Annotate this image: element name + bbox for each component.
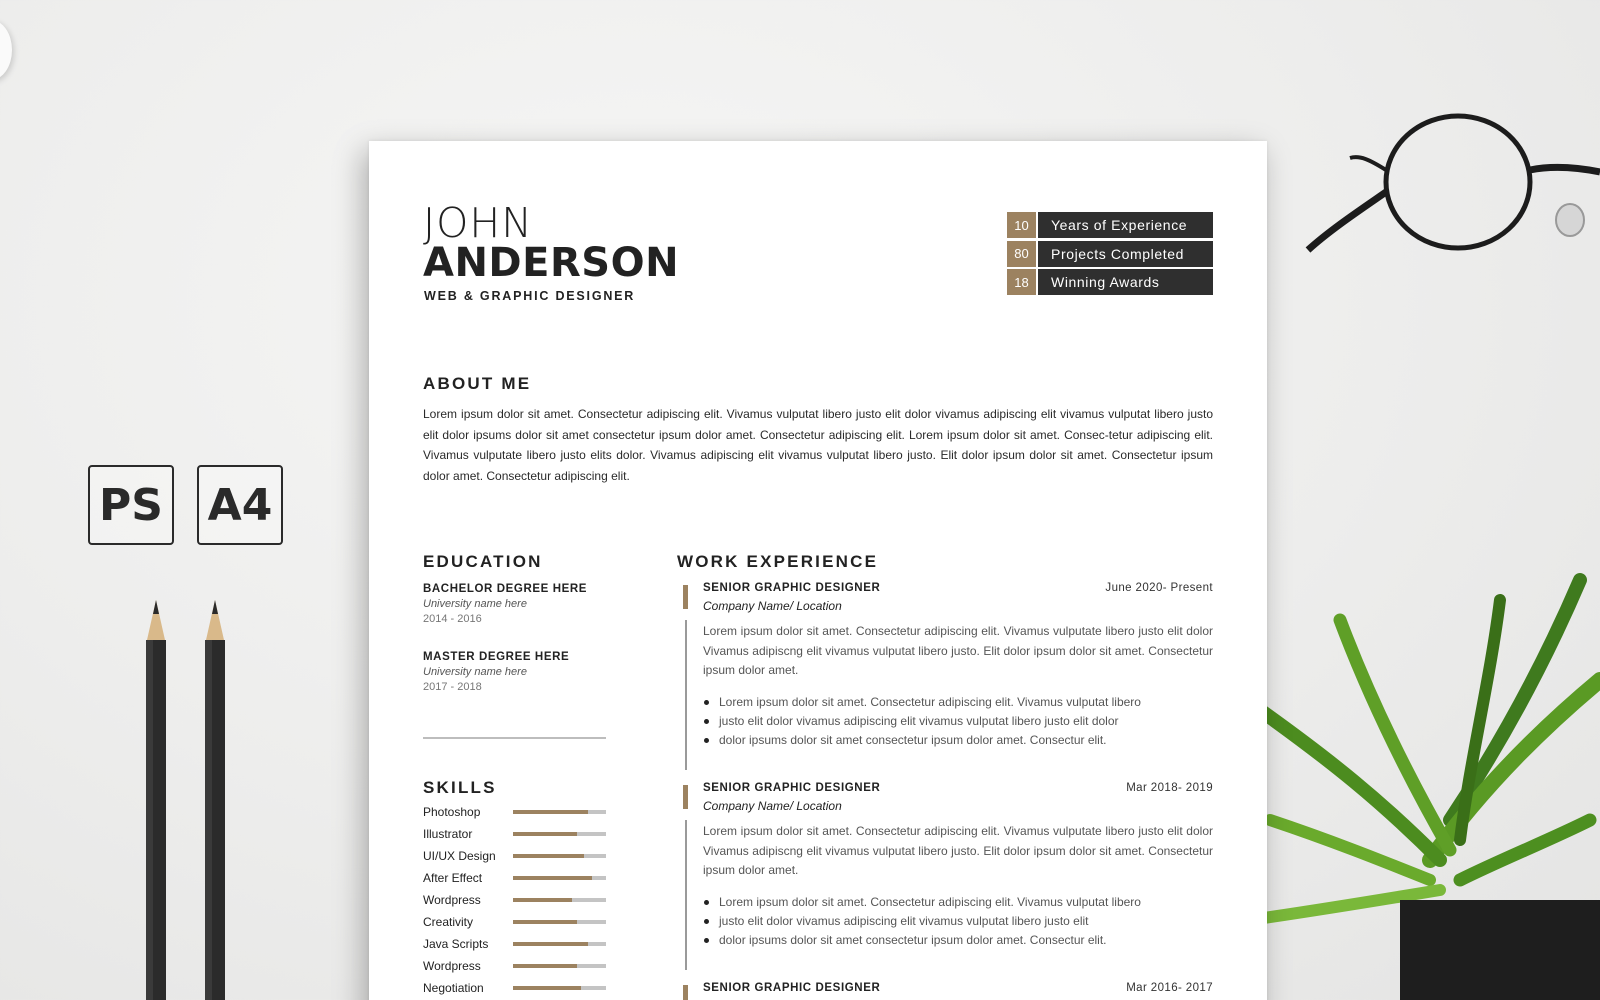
skill-level-bar [513, 898, 606, 902]
skill-level-bar [513, 986, 606, 990]
decorative-disc [0, 20, 12, 80]
university-name: University name here [423, 598, 527, 610]
skill-level-bar [513, 964, 606, 968]
job-bullets [703, 693, 1213, 750]
stat-row [1007, 212, 1213, 238]
skill-row [423, 804, 606, 820]
job-bullet: Lorem ipsum dolor sit amet. Consectetur adipiscing elit. Vivamus vulputat libero [703, 693, 1213, 712]
skill-name: Creativity [423, 915, 474, 929]
skill-row [423, 980, 606, 996]
skill-row [423, 870, 606, 886]
job-company: Company Name/ Location [703, 799, 842, 813]
stat-label: Winning Awards [1038, 269, 1213, 295]
job-company: Company Name/ Location [703, 599, 842, 613]
work-experience-heading: WORK EXPERIENCE [677, 552, 879, 571]
education-years: 2017 - 2018 [423, 681, 482, 693]
pencil-icon [143, 600, 169, 1000]
university-name: University name here [423, 666, 527, 678]
job-bullet: justo elit dolor vivamus adipiscing elit vivamus vulputat libero justo elit dolor [703, 712, 1213, 731]
skill-name: UI/UX Design [423, 849, 496, 863]
about-heading: ABOUT ME [423, 374, 532, 393]
skill-row [423, 958, 606, 974]
skill-name: Java Scripts [423, 937, 489, 951]
job-bullets [703, 893, 1213, 950]
stat-value: 18 [1007, 269, 1036, 295]
skill-level-bar [513, 920, 606, 924]
skill-level-fill [513, 810, 588, 814]
skill-row [423, 848, 606, 864]
job-title: SENIOR GRAPHIC DESIGNER [703, 782, 881, 794]
about-text: Lorem ipsum dolor sit amet. Consectetur adipiscing elit. Vivamus vulputat libero justo elit dolor vivamus adipiscing elit vivamus vulputat libero justo elit dolor ipsums dolor sit amet consectetur ipsum dolor amet. Consectetur adipiscing elit. Lorem ipsum dolor sit amet. Consec-tetur adipiscing elit. Vivamus vulputate libero justo elits dolor. Vivamus adipiscing elit vivamus vulputat libero justo. Elit dolor ipsum dolor sit amet. Consectetur ipsum dolor amet. Consectetur adipiscing elit. [423, 407, 1213, 483]
job-bullet: dolor ipsums dolor sit amet consectetur ipsum dolor amet. Consectur elit. [703, 931, 1213, 950]
stat-row [1007, 269, 1213, 295]
timeline-line [685, 620, 687, 770]
skill-level-bar [513, 876, 606, 880]
photoshop-badge: PS [88, 465, 174, 545]
skill-row [423, 892, 606, 908]
skill-name: After Effect [423, 871, 483, 885]
job-entry [677, 982, 1213, 1000]
a4-size-badge: A4 [197, 465, 283, 545]
skill-level-fill [513, 854, 584, 858]
job-description: Lorem ipsum dolor sit amet. Consectetur adipiscing elit. Vivamus vulputate libero justo elit dolor Vivamus adipiscng elit vivamus vulputat libero justo. Elit dolor ipsum dolor sit amet. Consectetur ipsum dolor amet. [703, 624, 1213, 677]
pencil-icon [202, 600, 228, 1000]
skill-level-fill [513, 898, 572, 902]
resume-page [369, 141, 1267, 1000]
skill-row [423, 914, 606, 930]
job-date: June 2020- Present [1105, 582, 1213, 594]
skill-row [423, 826, 606, 842]
job-bullet: dolor ipsums dolor sit amet consectetur ipsum dolor amet. Consectur elit. [703, 731, 1213, 750]
job-marker [683, 785, 688, 809]
job-date: Mar 2016- 2017 [1126, 982, 1213, 994]
stat-row [1007, 241, 1213, 267]
job-marker [683, 585, 688, 609]
stat-value: 80 [1007, 241, 1036, 267]
timeline-line [685, 820, 687, 970]
stat-label: Projects Completed [1038, 241, 1213, 267]
job-role: WEB & GRAPHIC DESIGNER [424, 289, 636, 303]
section-divider [423, 737, 606, 739]
eyeglasses-icon [1300, 110, 1600, 280]
stat-value: 10 [1007, 212, 1036, 238]
job-entry [677, 782, 1213, 982]
skills-heading: SKILLS [423, 778, 497, 797]
education-item [423, 583, 608, 625]
education-heading: EDUCATION [423, 552, 543, 571]
skill-level-fill [513, 964, 577, 968]
skill-level-fill [513, 986, 581, 990]
first-name: JOHN [423, 199, 533, 247]
skill-level-fill [513, 920, 577, 924]
degree-title: MASTER DEGREE HERE [423, 651, 570, 663]
skill-level-bar [513, 854, 606, 858]
job-entry [677, 582, 1213, 782]
skill-level-fill [513, 942, 588, 946]
job-date: Mar 2018- 2019 [1126, 782, 1213, 794]
potted-plant-icon [1250, 560, 1600, 1000]
job-description: Lorem ipsum dolor sit amet. Consectetur adipiscing elit. Vivamus vulputate libero justo elit dolor Vivamus adipiscng elit vivamus vulputat libero justo. Elit dolor ipsum dolor sit amet. Consectetur ipsum dolor amet. [703, 824, 1213, 877]
degree-title: BACHELOR DEGREE HERE [423, 583, 588, 595]
skill-level-fill [513, 876, 592, 880]
job-bullet: Lorem ipsum dolor sit amet. Consectetur adipiscing elit. Vivamus vulputat libero [703, 893, 1213, 912]
skill-level-fill [513, 832, 577, 836]
skill-name: Wordpress [423, 893, 481, 907]
education-years: 2014 - 2016 [423, 613, 482, 625]
skill-name: Photoshop [423, 805, 481, 819]
skill-level-bar [513, 810, 606, 814]
stat-label: Years of Experience [1038, 212, 1213, 238]
job-title: SENIOR GRAPHIC DESIGNER [703, 582, 881, 594]
last-name: ANDERSON [423, 240, 680, 286]
stats-panel [1007, 212, 1213, 298]
skill-level-bar [513, 942, 606, 946]
skill-name: Wordpress [423, 959, 481, 973]
resume-content [423, 141, 1213, 1000]
skill-name: Negotiation [423, 981, 484, 995]
skill-name: Illustrator [423, 827, 473, 841]
job-marker [683, 985, 688, 1000]
education-item [423, 651, 608, 693]
job-bullet: justo elit dolor vivamus adipiscing elit vivamus vulputat libero justo elit [703, 912, 1213, 931]
skill-level-bar [513, 832, 606, 836]
job-title: SENIOR GRAPHIC DESIGNER [703, 982, 881, 994]
skill-row [423, 936, 606, 952]
